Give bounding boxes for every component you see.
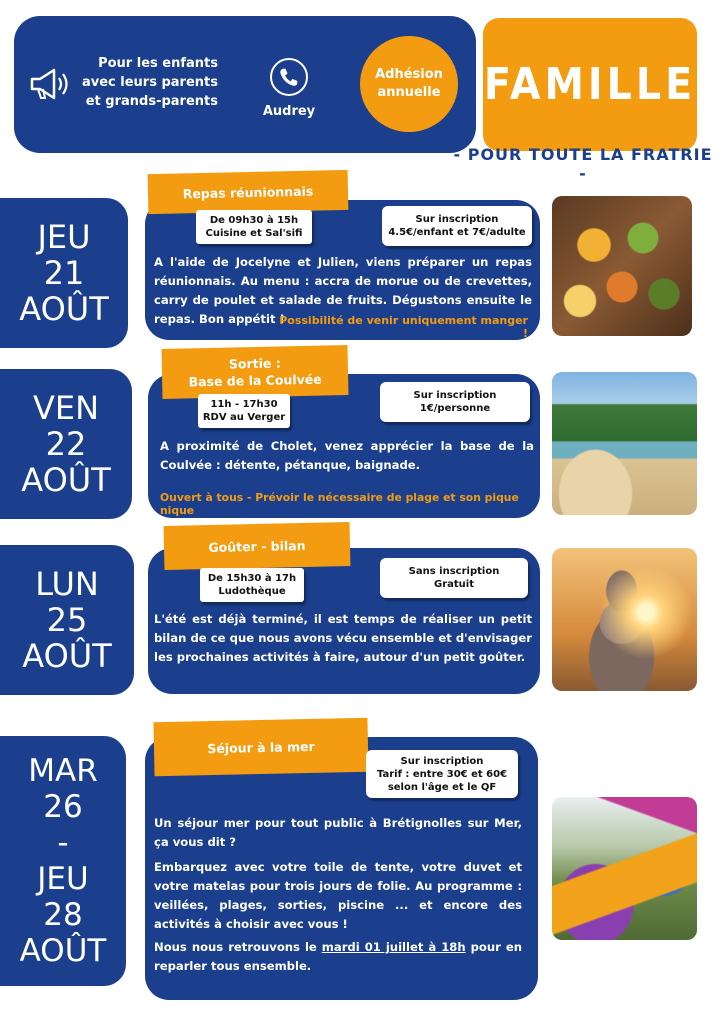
event-title: Goûter - bilan <box>208 537 306 555</box>
date-month: AOÛT <box>19 290 109 328</box>
event-inscription: Sur inscription <box>400 755 484 767</box>
event-time: 11h - 17h30 <box>210 399 278 410</box>
page-subtitle: - POUR TOUTE LA FRATRIE - <box>453 145 713 183</box>
event-title: Séjour à la mer <box>207 738 315 756</box>
meeting-date: mardi 01 juillet à 18h <box>321 940 466 954</box>
date-number: 25 <box>46 601 88 639</box>
event-description-3: L'été est déjà terminé, il est temps de réaliser un petit bilan de ce que nous avons vécu ensemble et d'envisager les prochaines activités à faire, autour d'un petit goûter. <box>154 612 532 664</box>
event-time: De 15h30 à 17h <box>207 573 297 584</box>
event-description-1: A l'aide de Jocelyne et Julien, viens préparer un repas réunionnais. Au menu : accra de morue ou de crevettes, carry de poulet et salade de fruits. Dégustons ensuite le repas. Bon appétit ! <box>154 255 532 326</box>
event-time-box-2 <box>198 394 290 428</box>
phone-icon <box>270 58 308 96</box>
lake-beach-photo <box>552 372 697 515</box>
event-price: 4.5€/enfant et 7€/adulte <box>388 227 526 238</box>
event-time-box-1 <box>196 210 312 244</box>
audience-line-3: et grands-parents <box>85 94 218 109</box>
event-title-tag-3 <box>164 522 351 570</box>
date-day: MAR <box>28 753 98 789</box>
date-number: 21 <box>43 254 85 292</box>
event-description-2: A proximité de Cholet, venez apprécier la base de la Coulvée : détente, pétanque, baignade. <box>160 439 534 472</box>
contact-name: Audrey <box>262 104 316 119</box>
stacked-stones-photo <box>552 548 697 691</box>
meeting-text-before: Nous nous retrouvons le <box>154 940 322 954</box>
date-separator: - <box>57 825 69 861</box>
event-price: Gratuit <box>434 579 474 590</box>
page-title: FAMILLE <box>483 18 697 151</box>
adhesion-line-2: annuelle <box>377 85 441 100</box>
event-title-tag-2 <box>161 345 348 399</box>
event-inscription-box-2 <box>380 382 530 422</box>
date-day: LUN <box>35 565 99 603</box>
date-month: AOÛT <box>22 637 112 675</box>
date-badge-event-4 <box>0 736 126 986</box>
event-note-1: Possibilité de venir uniquement manger ! <box>279 314 528 340</box>
event-price: 1€/personne <box>419 403 491 414</box>
megaphone-icon <box>28 66 74 102</box>
event-price-line-2: selon l'âge et le QF <box>387 781 497 793</box>
event-title-line-2: Base de la Coulvée <box>188 371 322 390</box>
event-title-tag-4 <box>153 718 368 776</box>
food-photo <box>552 196 692 336</box>
date-number: 22 <box>45 425 87 463</box>
event-place: RDV au Verger <box>202 412 286 423</box>
audience-text <box>78 54 218 111</box>
date-month: AOÛT <box>21 461 111 499</box>
event-description-4-para-1: Un séjour mer pour tout public à Brétignolles sur Mer, ça vous dit ? <box>154 816 522 849</box>
meeting-text-after: pour en reparler tous ensemble. <box>154 940 522 973</box>
event-title: Repas réunionnais <box>182 183 314 201</box>
event-description-4-para-2: Embarquez avec votre toile de tente, votre duvet et votre matelas pour trois jours de folie. Au programme : veillées, plages, sorties, piscine ... et encore des activités à choisir avec vous ! <box>154 860 522 931</box>
event-inscription: Sans inscription <box>408 566 500 577</box>
date-number-2: 28 <box>43 897 83 933</box>
audience-line-2: avec leurs parents <box>81 75 218 90</box>
event-time: De 09h30 à 15h <box>209 215 299 226</box>
date-badge-event-1 <box>0 198 128 348</box>
event-price-line-1: Tarif : entre 30€ et 60€ <box>376 768 508 780</box>
event-title-tag-1 <box>148 170 349 214</box>
event-note-2: Ouvert à tous - Prévoir le nécessaire de plage et son pique nique <box>160 491 519 517</box>
event-time-box-3 <box>200 568 304 602</box>
event-inscription-box-1 <box>382 206 532 246</box>
audience-line-1: Pour les enfants <box>98 56 218 71</box>
event-title-line-1: Sortie : <box>228 355 281 372</box>
adhesion-line-1: Adhésion <box>375 67 443 82</box>
event-inscription: Sur inscription <box>415 214 499 225</box>
adhesion-badge <box>360 36 458 132</box>
event-inscription-box-3 <box>380 558 528 598</box>
date-badge-event-3 <box>0 545 134 695</box>
date-number: 26 <box>43 789 83 825</box>
date-badge-event-2 <box>0 369 132 519</box>
event-place: Ludothèque <box>218 586 286 597</box>
event-place: Cuisine et Sal'sifi <box>205 228 303 239</box>
date-month: AOÛT <box>19 933 107 969</box>
event-description-4-para-3 <box>154 938 522 976</box>
event-inscription-box-4 <box>366 750 518 798</box>
tents-photo <box>552 797 697 940</box>
event-inscription: Sur inscription <box>413 390 497 401</box>
date-day: JEU <box>37 218 91 256</box>
date-day: VEN <box>32 389 100 427</box>
date-day-2: JEU <box>37 861 89 897</box>
